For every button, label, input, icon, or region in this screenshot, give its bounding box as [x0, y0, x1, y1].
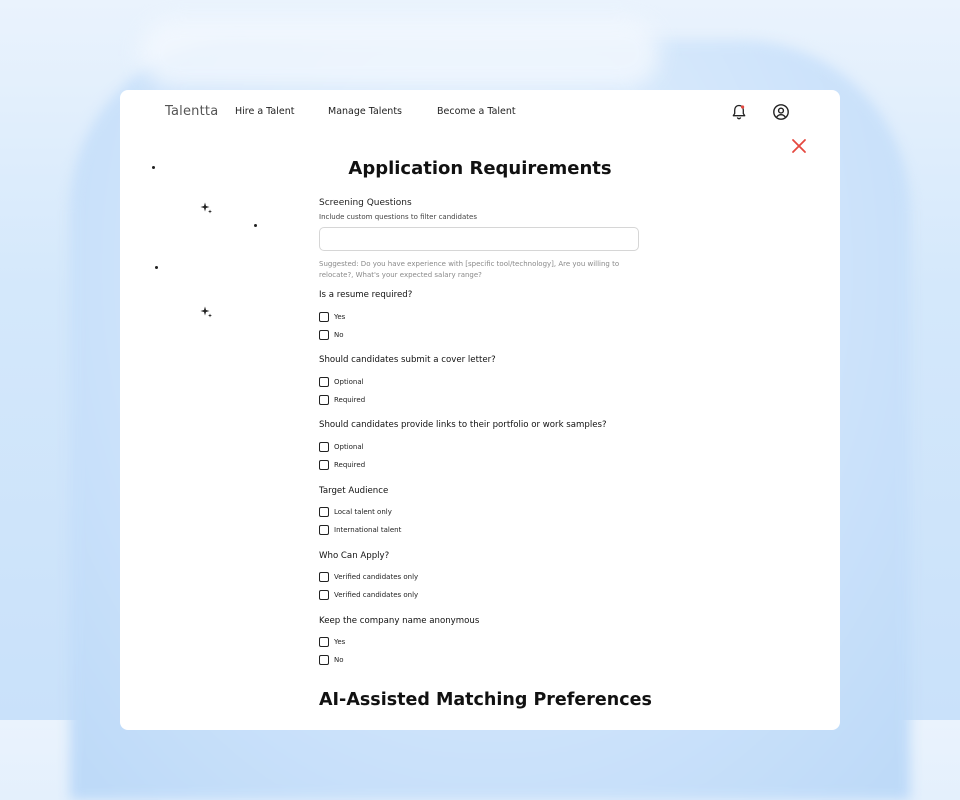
- option-label: Required: [334, 461, 366, 469]
- option-label: Local talent only: [334, 508, 392, 516]
- checkbox[interactable]: [319, 312, 329, 322]
- decor-dot: [155, 266, 158, 269]
- suggested-line: Suggested: Do you have experience with [specific tool/technology], Are you willing to: [319, 260, 620, 268]
- option-label: Optional: [334, 378, 364, 386]
- brand-logo[interactable]: Talentta: [165, 104, 219, 119]
- option-label: No: [334, 656, 344, 664]
- option-label: International talent: [334, 526, 402, 534]
- section-title-ai-matching: AI-Assisted Matching Preferences: [319, 690, 652, 710]
- user-circle-icon[interactable]: [771, 102, 791, 122]
- option-label: Optional: [334, 443, 364, 451]
- close-icon[interactable]: [790, 137, 808, 155]
- checkbox-cover-optional[interactable]: [319, 377, 364, 387]
- screening-questions-label: Screening Questions: [319, 198, 412, 208]
- sparkle-icon: [199, 304, 213, 318]
- checkbox-cover-required[interactable]: [319, 395, 365, 405]
- option-label: Yes: [334, 638, 346, 646]
- checkbox[interactable]: [319, 525, 329, 535]
- page-title: Application Requirements: [348, 158, 612, 179]
- checkbox-portfolio-required[interactable]: [319, 460, 365, 470]
- checkbox[interactable]: [319, 637, 329, 647]
- checkbox-anonymous-no[interactable]: [319, 655, 344, 665]
- question-portfolio-links: Should candidates provide links to their portfolio or work samples?: [319, 420, 607, 430]
- checkbox-anonymous-yes[interactable]: [319, 637, 345, 647]
- checkbox[interactable]: [319, 590, 329, 600]
- option-label: Verified candidates only: [334, 573, 419, 581]
- checkbox-local-talent[interactable]: [319, 507, 392, 517]
- sparkle-icon: [199, 200, 213, 214]
- checkbox-international-talent[interactable]: [319, 525, 401, 535]
- screening-questions-hint: Include custom questions to filter candidates: [319, 213, 477, 221]
- top-nav: [120, 90, 840, 134]
- screening-questions-input[interactable]: [319, 227, 639, 251]
- checkbox[interactable]: [319, 460, 329, 470]
- checkbox-verified-only-2[interactable]: [319, 590, 418, 600]
- checkbox-verified-only-1[interactable]: [319, 572, 418, 582]
- checkbox-resume-yes[interactable]: [319, 312, 345, 322]
- checkbox[interactable]: [319, 507, 329, 517]
- option-label: Verified candidates only: [334, 591, 419, 599]
- question-company-anonymous: Keep the company name anonymous: [319, 616, 480, 626]
- bell-icon[interactable]: [729, 102, 749, 122]
- background-blob: [140, 18, 660, 88]
- checkbox[interactable]: [319, 572, 329, 582]
- nav-link-manage-talents[interactable]: Manage Talents: [328, 106, 402, 117]
- nav-link-hire-talent[interactable]: Hire a Talent: [235, 106, 295, 117]
- nav-link-become-talent[interactable]: Become a Talent: [437, 106, 516, 117]
- checkbox-resume-no[interactable]: [319, 330, 344, 340]
- checkbox[interactable]: [319, 442, 329, 452]
- checkbox[interactable]: [319, 377, 329, 387]
- option-label: Required: [334, 396, 366, 404]
- option-label: Yes: [334, 313, 346, 321]
- application-form: [319, 198, 649, 664]
- question-cover-letter: Should candidates submit a cover letter?: [319, 355, 496, 365]
- checkbox[interactable]: [319, 395, 329, 405]
- checkbox[interactable]: [319, 655, 329, 665]
- suggested-line: relocate?, What's your expected salary range?: [319, 271, 482, 279]
- decor-dot: [254, 224, 257, 227]
- option-label: No: [334, 331, 344, 339]
- checkbox-portfolio-optional[interactable]: [319, 442, 364, 452]
- modal-card: [120, 90, 840, 730]
- checkbox[interactable]: [319, 330, 329, 340]
- question-who-can-apply: Who Can Apply?: [319, 551, 390, 561]
- suggested-questions: [319, 259, 641, 281]
- question-target-audience: Target Audience: [319, 486, 389, 496]
- question-resume-required: Is a resume required?: [319, 290, 413, 300]
